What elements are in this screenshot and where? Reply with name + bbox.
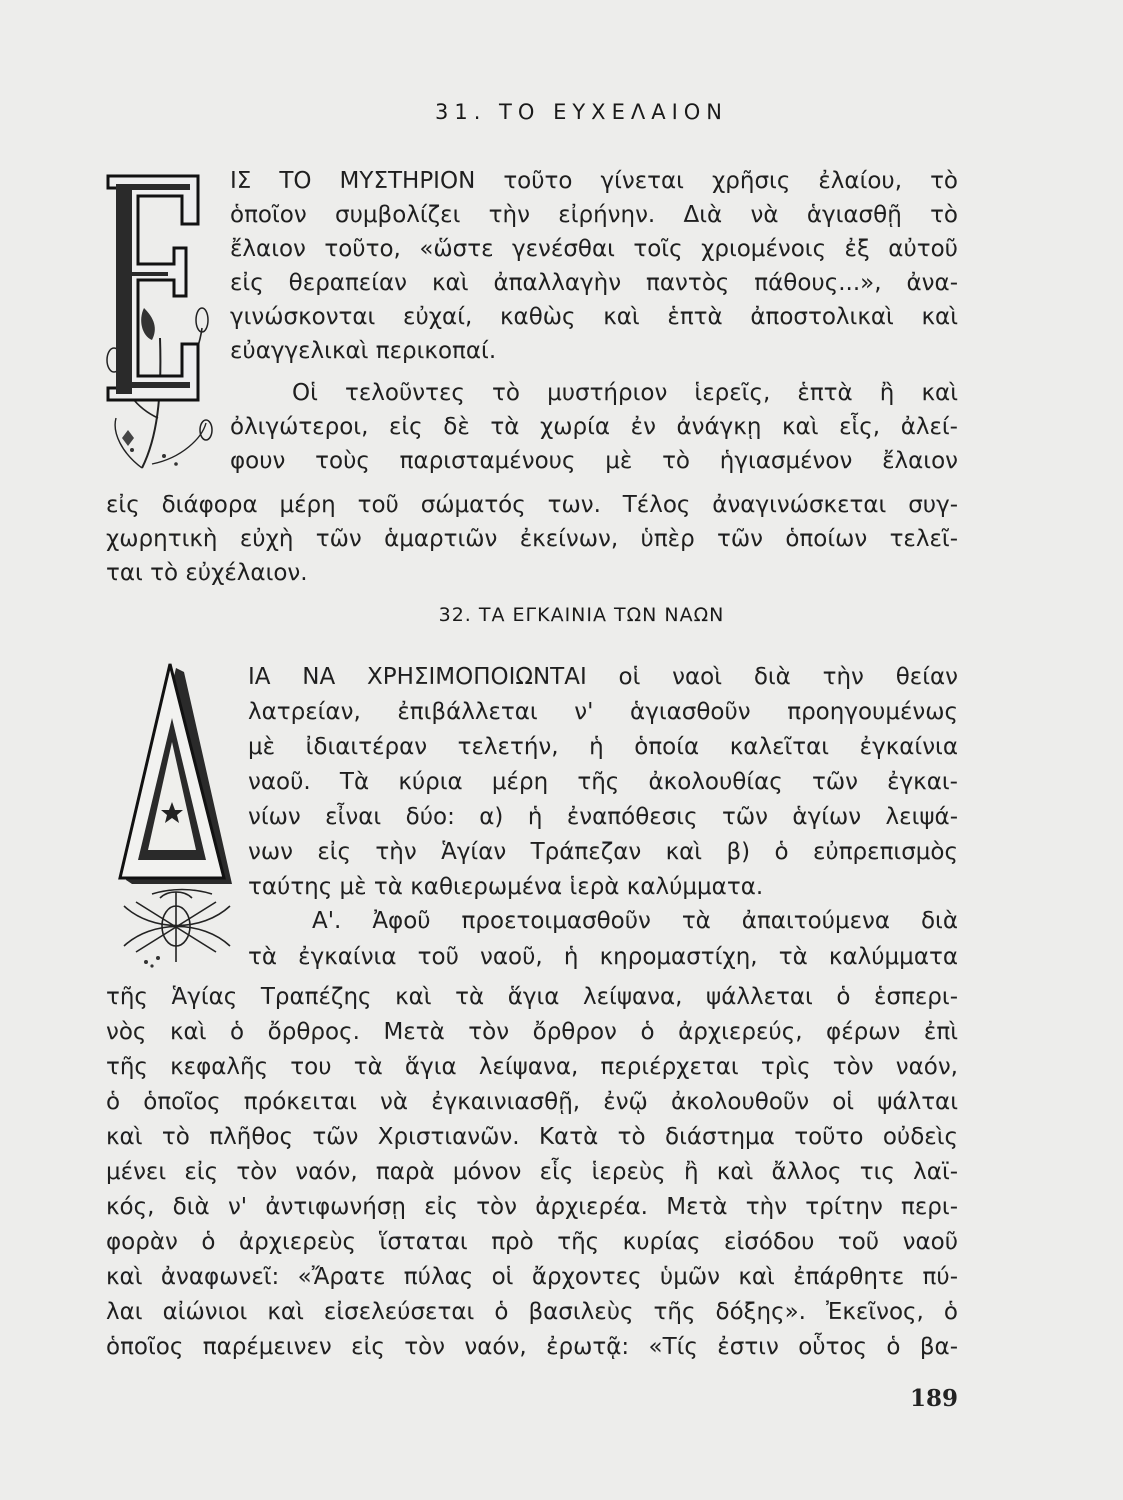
text-line: μένει εἰς τὸν ναόν, παρὰ μόνον εἷς ἱερεὺς ἢ καὶ ἄλλος τις λαϊ- [106,1159,958,1185]
text-line: Α'. Ἀφοῦ προετοιμασθοῦν τὰ ἀπαιτούμενα διὰ [312,908,958,934]
text-line: ὀλιγώτεροι, εἰς δὲ τὰ χωρία ἐν ἀνάγκῃ καὶ εἷς, ἀλεί- [230,414,958,440]
text-line: ἔλαιον τοῦτο, «ὥστε γενέσθαι τοῖς χριομένοις ἐξ αὐτοῦ [230,236,958,262]
text-line: ται τὸ εὐχέλαιον. [106,560,308,586]
text-line: ταύτης μὲ τὰ καθιερωμένα ἱερὰ καλύμματα. [248,874,764,900]
text-line: χωρητικὴ εὐχὴ τῶν ἁμαρτιῶν ἐκείνων, ὑπὲρ τῶν ὁποίων τελεῖ- [106,526,958,552]
text-line: τῆς Ἁγίας Τραπέζης καὶ τὰ ἅγια λείψανα, ψάλλεται ὁ ἑσπερι- [106,984,958,1010]
text-line: φορὰν ὁ ἀρχιερεὺς ἵσταται πρὸ τῆς κυρίας εἰσόδου τοῦ ναοῦ [106,1229,958,1255]
page-number: 189 [909,1385,958,1412]
text-line: ὁποῖος παρέμεινεν εἰς τὸν ναόν, ἐρωτᾷ: «Τίς ἐστιν οὗτος ὁ βα- [106,1334,958,1360]
text-line: ὁ ὁποῖος πρόκειται νὰ ἐγκαινιασθῇ, ἐνῷ ἀκολουθοῦν οἱ ψάλται [106,1089,958,1115]
text-line: λαι αἰώνιοι καὶ εἰσελεύσεται ὁ βασιλεὺς τῆς δόξης». Ἐκεῖνος, ὁ [106,1299,958,1325]
drop-cap-delta [112,662,240,968]
text-line: φουν τοὺς παρισταμένους μὲ τὸ ἡγιασμένον ἔλαιον [230,448,958,474]
text-line: Οἱ τελοῦντες τὸ μυστήριον ἱερεῖς, ἑπτὰ ἢ καὶ [292,380,958,406]
text-line: νὸς καὶ ὁ ὄρθρος. Μετὰ τὸν ὄρθρον ὁ ἀρχιερεύς, φέρων ἐπὶ [106,1019,958,1045]
decorative-initial-e-icon [102,168,214,480]
text-line: εὐαγγελικαὶ περικοπαί. [230,338,497,364]
text-line: ὁποῖον συμβολίζει τὴν εἰρήνην. Διὰ νὰ ἁγιασθῇ τὸ [230,202,958,228]
text-line: νων εἰς τὴν Ἁγίαν Τράπεζαν καὶ β) ὁ εὐπρεπισμὸς [248,839,958,865]
text-line: τὰ ἐγκαίνια τοῦ ναοῦ, ἡ κηρομαστίχη, τὰ καλύμματα [248,944,958,970]
text-line: ΙΣ ΤΟ ΜΥΣΤΗΡΙΟΝ τοῦτο γίνεται χρῆσις ἐλαίου, τὸ [230,168,958,194]
text-line: καὶ ἀναφωνεῖ: «Ἄρατε πύλας οἱ ἄρχοντες ὑμῶν καὶ ἐπάρθητε πύ- [106,1264,958,1290]
text-line: νίων εἶναι δύο: α) ἡ ἐναπόθεσις τῶν ἁγίων λειψά- [248,804,958,830]
svg-text:Δ: Δ [172,781,174,783]
svg-text:Ε: Ε [140,395,142,397]
decorative-initial-delta-icon [112,662,240,968]
text-line: κός, διὰ ν' ἀντιφωνήσῃ εἰς τὸν ἀρχιερέα. Μετὰ τὴν τρίτην περι- [106,1194,958,1220]
text-line: ΙΑ ΝΑ ΧΡΗΣΙΜΟΠΟΙΩΝΤΑΙ οἱ ναοὶ διὰ τὴν θείαν [248,664,958,690]
text-line: λατρείαν, ἐπιβάλλεται ν' ἁγιασθοῦν προηγουμένως [248,699,958,725]
section-31-heading: 31. ΤΟ ΕΥΧΕΛΑΙΟΝ [434,100,729,124]
text-line: εἰς θεραπείαν καὶ ἀπαλλαγὴν παντὸς πάθους...», ἀνα- [230,270,958,296]
text-line: τῆς κεφαλῆς του τὰ ἅγια λείψανα, περιέρχεται τρὶς τὸν ναόν, [106,1054,958,1080]
drop-cap-epsilon [102,168,214,480]
text-line: ναοῦ. Τὰ κύρια μέρη τῆς ἀκολουθίας τῶν ἐγκαι- [248,769,958,795]
text-line: καὶ τὸ πλῆθος τῶν Χριστιανῶν. Κατὰ τὸ διάστημα τοῦτο οὐδεὶς [106,1124,958,1150]
text-line: μὲ ἰδιαιτέραν τελετήν, ἡ ὁποία καλεῖται ἐγκαίνια [248,734,958,760]
text-line: γινώσκονται εὐχαί, καθὼς καὶ ἑπτὰ ἀποστολικαὶ καὶ [230,304,958,330]
section-32-heading: 32. ΤΑ ΕΓΚΑΙΝΙΑ ΤΩΝ ΝΑΩΝ [438,604,725,626]
text-line: εἰς διάφορα μέρη τοῦ σώματός των. Τέλος ἀναγινώσκεται συγ- [106,492,958,518]
